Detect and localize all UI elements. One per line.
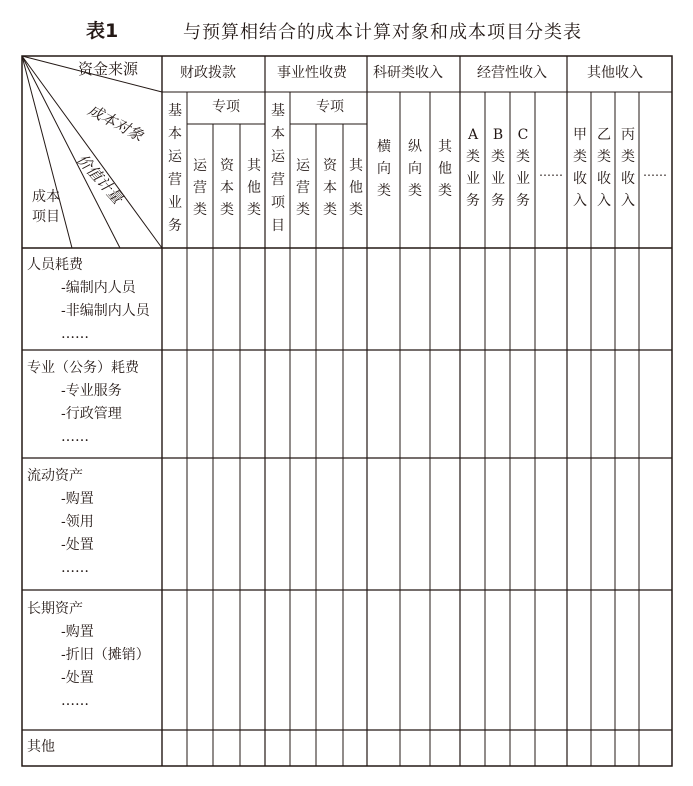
leaf-ops-2: 运营类 [296, 158, 310, 218]
cost-item-label-2: 项目 [32, 209, 60, 225]
row-personnel-item: -编制内人员 [61, 280, 136, 296]
b-biz-text: 类业务 [491, 149, 505, 209]
leaf-a-business [464, 124, 482, 212]
row-longterm-assets [27, 598, 150, 713]
leaf-c-business [514, 124, 532, 212]
leaf-others: 其他类 [247, 158, 261, 218]
leaf-vertical: 纵向类 [408, 139, 422, 199]
b-letter: B [492, 127, 504, 143]
row-personnel [27, 254, 150, 346]
row-professional-item: …… [61, 429, 89, 445]
basic-ops-fiscal: 基本运营业务 [168, 103, 182, 234]
group-fiscal: 财政拨款 [180, 65, 236, 81]
funding-source-label: 资金来源 [78, 60, 139, 78]
row-current-assets-item: …… [61, 560, 89, 576]
group-other: 其他收入 [587, 65, 643, 81]
leaf-ops: 运营类 [193, 158, 207, 218]
group-business: 经营性收入 [477, 65, 547, 81]
row-current-assets-item: -处置 [61, 537, 94, 553]
a-letter: A [467, 127, 479, 143]
row-other-head: 其他 [27, 739, 55, 755]
row-longterm-assets-item: -购置 [61, 624, 94, 640]
group-research: 科研类收入 [373, 65, 443, 81]
table-number: 表1 [86, 20, 119, 42]
leaf-b-business [489, 124, 507, 212]
row-longterm-assets-head: 长期资产 [27, 601, 83, 617]
cost-object-label: 成本对象 [85, 100, 147, 145]
value-measure-label: 价值计量 [72, 150, 127, 208]
row-other [27, 736, 55, 759]
leaf-others-2: 其他类 [349, 158, 363, 218]
row-personnel-item: …… [61, 326, 89, 342]
basic-ops-service: 基本运营项目 [271, 103, 285, 234]
row-personnel-item: -非编制内人员 [61, 303, 150, 319]
row-longterm-assets-item: -折旧（摊销） [61, 647, 150, 663]
row-professional [27, 357, 139, 449]
c-biz-text: 类业务 [516, 149, 530, 209]
table-title: 与预算相结合的成本计算对象和成本项目分类表 [183, 22, 582, 43]
leaf-yi-income: 乙类收入 [597, 127, 611, 209]
row-personnel-head: 人员耗费 [27, 257, 83, 273]
leaf-business-more: …… [539, 165, 563, 179]
row-longterm-assets-item: …… [61, 693, 89, 709]
row-longterm-assets-item: -处置 [61, 670, 94, 686]
row-professional-head: 专业（公务）耗费 [27, 360, 139, 376]
row-professional-item: -专业服务 [61, 383, 122, 399]
leaf-capital: 资本类 [220, 158, 234, 218]
leaf-bing-income: 丙类收入 [621, 127, 635, 209]
row-current-assets [27, 465, 94, 580]
leaf-jia-income: 甲类收入 [573, 127, 587, 209]
row-current-assets-item: -领用 [61, 514, 94, 530]
row-professional-item: -行政管理 [61, 406, 122, 422]
row-current-assets-item: -购置 [61, 491, 94, 507]
a-biz-text: 类业务 [466, 149, 480, 209]
leaf-capital-2: 资本类 [323, 158, 337, 218]
row-current-assets-head: 流动资产 [27, 468, 83, 484]
cost-item-label: 成本 [32, 189, 60, 205]
special-fiscal: 专项 [212, 99, 240, 115]
leaf-other-more: …… [643, 165, 667, 179]
special-service: 专项 [316, 99, 344, 115]
leaf-horizontal: 横向类 [377, 139, 391, 199]
group-public-service: 事业性收费 [277, 65, 347, 81]
leaf-research-other: 其他类 [438, 139, 452, 199]
c-letter: C [517, 127, 529, 143]
